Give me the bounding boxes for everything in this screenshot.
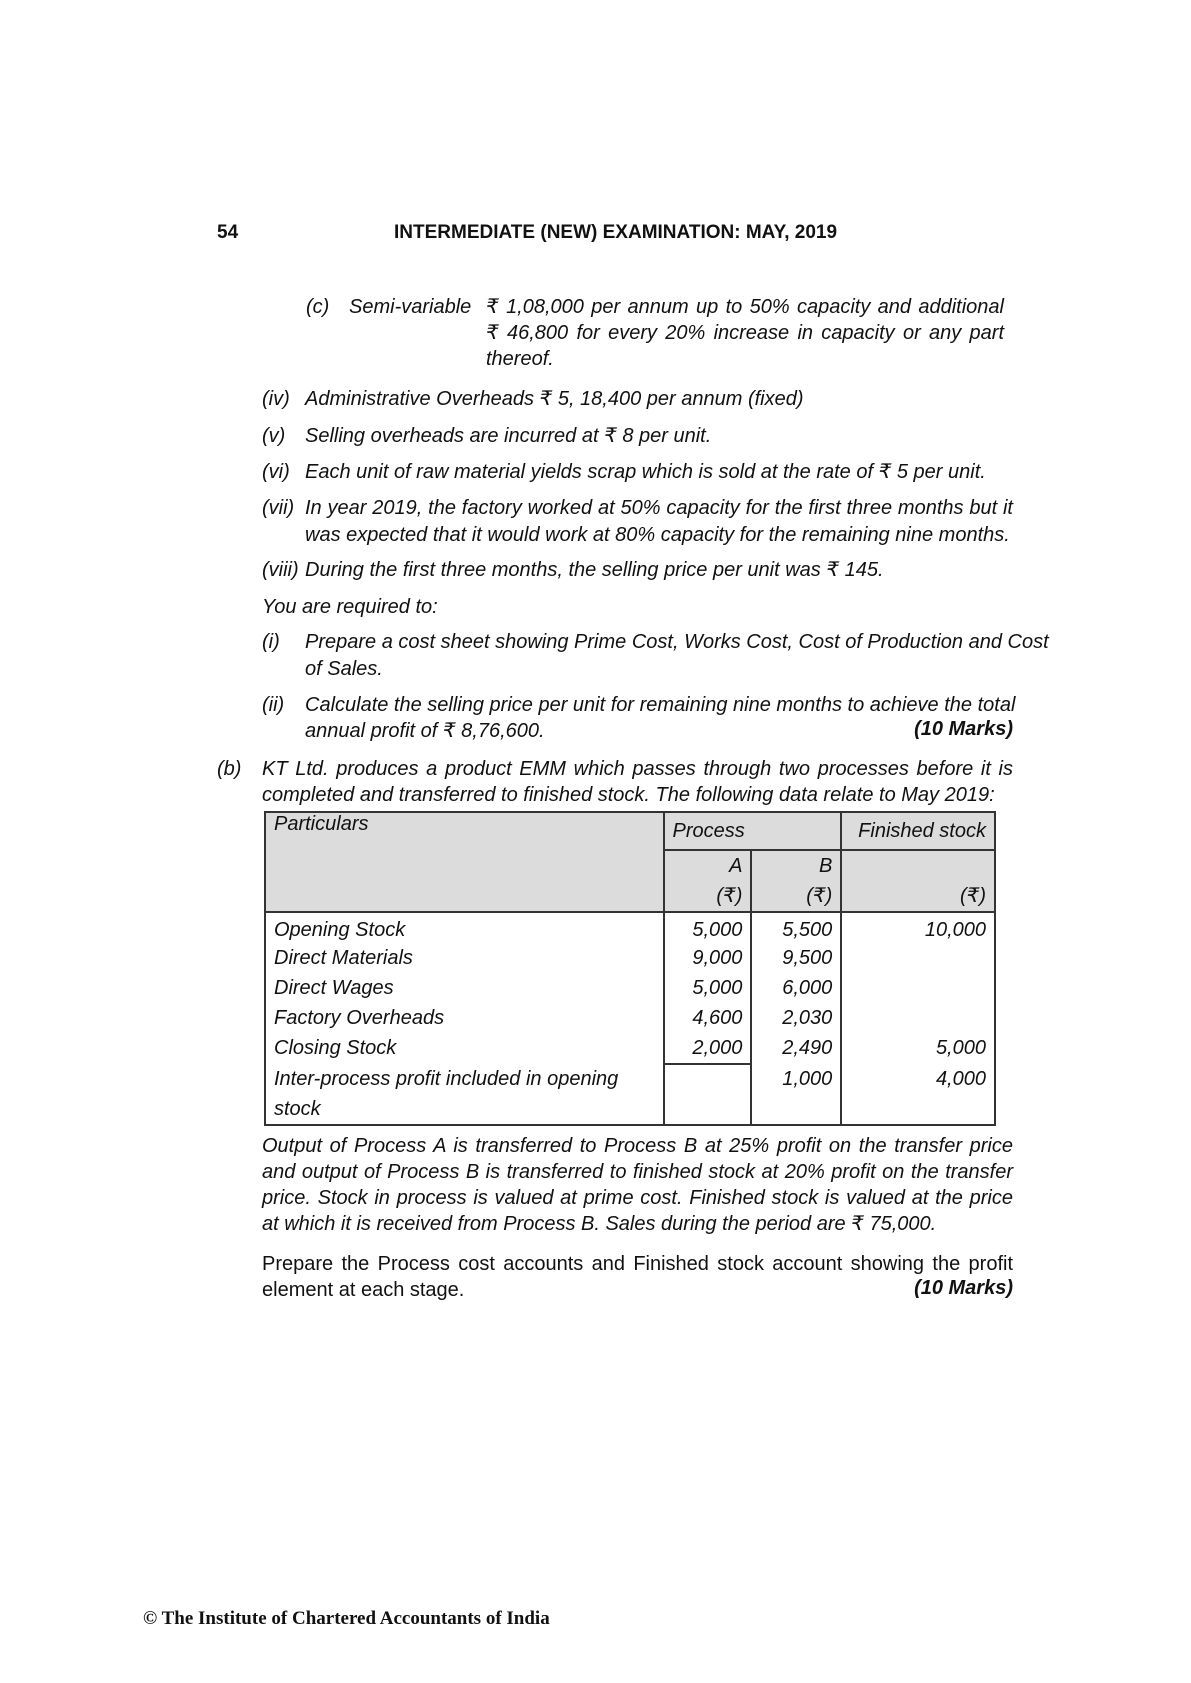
- part-b-intro-line-2: completed and transferred to finished stock. The following data relate to May 2019:: [262, 784, 995, 806]
- semi-variable-name: Semi-variable: [349, 296, 472, 318]
- item-number: (viii): [262, 559, 299, 581]
- item-text: In year 2019, the factory worked at 50% capacity for the first three months but it: [305, 497, 1013, 519]
- output-paragraph: Output of Process A is transferred to Process B at 25% profit on the transfer price and output of Process B is transferred to finished stock at 20% profit on the transfer price. Stock in process is valued at prime cost. Finished stock is valued at the price at which it is received from Process B. Sales during the period are ₹ 75,000.: [262, 1135, 1013, 1235]
- table-row: Closing Stock 2,000 2,490 5,000: [265, 1033, 995, 1064]
- header-process: Process: [664, 812, 842, 850]
- required-text-continued: of Sales.: [305, 658, 383, 680]
- part-b-intro-line-1: KT Ltd. produces a product EMM which passes through two processes before it is: [262, 758, 1013, 780]
- header-unit-b: (₹): [751, 881, 841, 912]
- item-number: (iv): [262, 388, 290, 410]
- table-row: Direct Materials 9,000 9,500: [265, 943, 995, 973]
- required-number: (i): [262, 631, 280, 653]
- semi-variable-line-3: thereof.: [486, 348, 554, 370]
- semi-variable-label: (c): [306, 296, 330, 318]
- page-title: INTERMEDIATE (NEW) EXAMINATION: MAY, 2019: [394, 222, 838, 243]
- item-text: During the first three months, the selling price per unit was ₹ 145.: [305, 559, 884, 581]
- table-row: Direct Wages 5,000 6,000: [265, 973, 995, 1003]
- item-number: (v): [262, 425, 286, 447]
- footer-copyright: © The Institute of Chartered Accountants of India: [143, 1608, 550, 1629]
- semi-variable-line-1: ₹ 1,08,000 per annum up to 50% capacity and additional: [486, 296, 1004, 318]
- page-number: 54: [217, 222, 239, 243]
- header-unit-finished: (₹): [841, 881, 995, 912]
- required-text: Calculate the selling price per unit for remaining nine months to achieve the total: [305, 694, 1016, 716]
- item-number: (vii): [262, 497, 295, 519]
- table-row: Inter-process profit included in opening stock 1,000 4,000: [265, 1064, 995, 1125]
- header-particulars: Particulars: [265, 812, 664, 912]
- item-text: Administrative Overheads ₹ 5, 18,400 per annum (fixed): [305, 388, 804, 410]
- table-row: Opening Stock 5,000 5,500 10,000: [265, 912, 995, 943]
- header-unit-a: (₹): [664, 881, 752, 912]
- marks-label: (10 Marks): [914, 718, 1013, 740]
- item-number: (vi): [262, 461, 290, 483]
- semi-variable-line-2: ₹ 46,800 for every 20% increase in capacity or any part: [486, 322, 1004, 344]
- process-data-table: [264, 811, 996, 1126]
- required-number: (ii): [262, 694, 285, 716]
- marks-label: (10 Marks): [914, 1277, 1013, 1299]
- header-process-b: B: [751, 850, 841, 881]
- final-paragraph: Prepare the Process cost accounts and Finished stock account showing the profit element at each stage.: [262, 1253, 1013, 1301]
- required-intro: You are required to:: [262, 596, 438, 618]
- item-text: Each unit of raw material yields scrap which is sold at the rate of ₹ 5 per unit.: [305, 461, 986, 483]
- item-text: Selling overheads are incurred at ₹ 8 per unit.: [305, 425, 712, 447]
- required-text: Prepare a cost sheet showing Prime Cost, Works Cost, Cost of Production and Cost: [305, 631, 1049, 653]
- header-process-a: A: [664, 850, 752, 881]
- header-finished-stock: Finished stock: [841, 812, 995, 850]
- table-row: Factory Overheads 4,600 2,030: [265, 1003, 995, 1033]
- required-text-continued: annual profit of ₹ 8,76,600.: [305, 720, 545, 742]
- part-b-label: (b): [217, 758, 242, 780]
- item-text-continued: was expected that it would work at 80% capacity for the remaining nine months.: [305, 524, 1010, 546]
